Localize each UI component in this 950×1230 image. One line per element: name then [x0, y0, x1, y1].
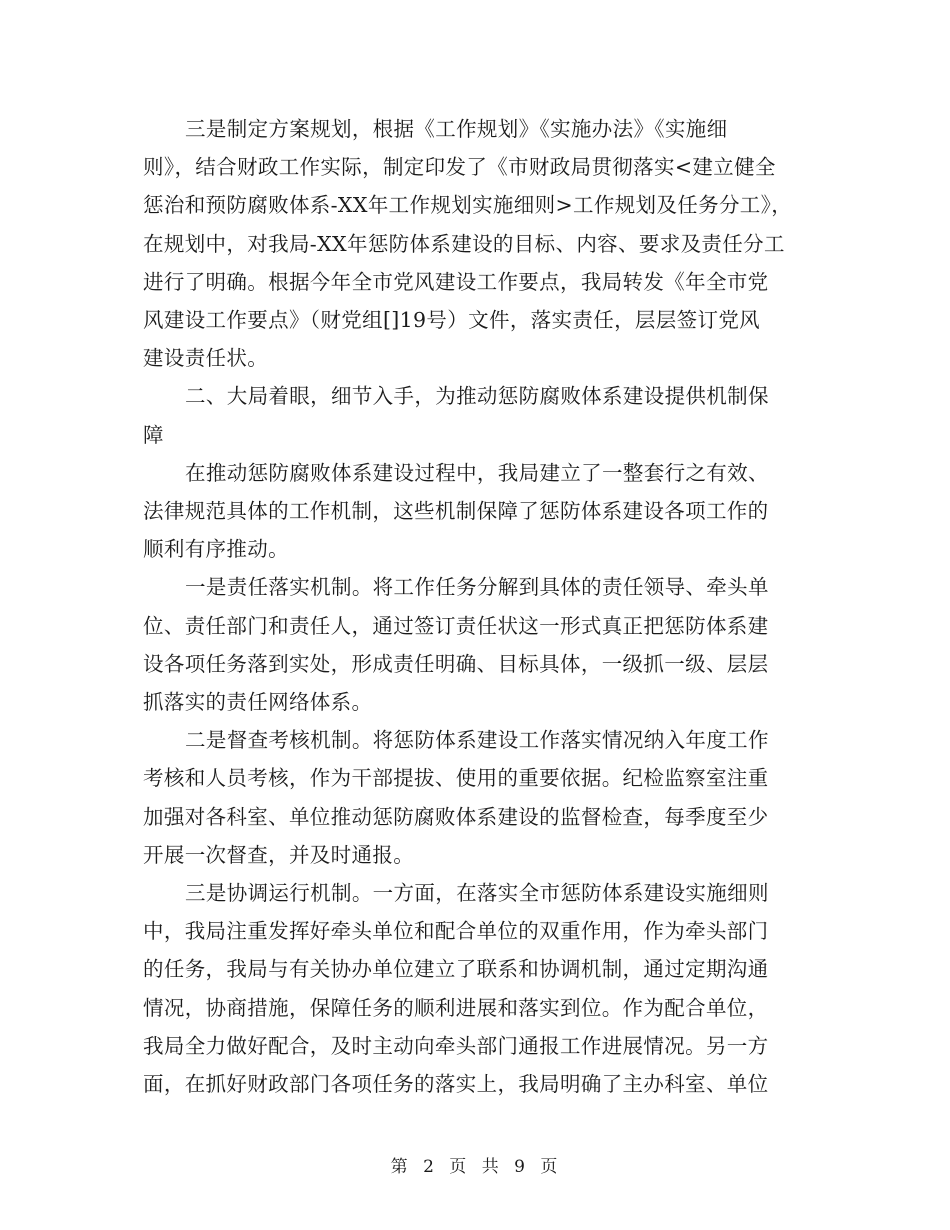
- paragraph-supervision: 二是督查考核机制。将惩防体系建设工作落实情况纳入年度工作 考核和人员考核，作为干部提拔、使用的重要依据。纪检监察室注重 加强对各科室、单位推动惩防腐败体系建设的监督检查，每季度至少 开展一次督查，并及时通报。: [143, 728, 769, 867]
- page-number-footer: 第 2 页 共 9 页: [390, 1157, 560, 1177]
- section-heading-mechanism: 二、大局着眼，细节入手，为推动惩防腐败体系建设提供机制保 障: [143, 384, 769, 447]
- paragraph-responsibility: 一是责任落实机制。将工作任务分解到具体的责任领导、牵头单 位、责任部门和责任人，通过签订责任状这一形式真正把惩防体系建 设各项任务落到实处，形成责任明确、目标具体，一级抓一级、层层 抓落实的责任网络体系。: [143, 575, 769, 715]
- paragraph-plan: 三是制定方案规划，根据《工作规划》《实施办法》《实施细 则》，结合财政工作实际，制定印发了《市财政局贯彻落实<建立健全 惩治和预防腐败体系-XX年工作规划实施细则>工作规划及任务分工》， 在规划中，对我局-XX年惩防体系建设的目标、内容、要求及责任分工 进行了明确。根据今年全市党风建设工作要点，我局转发《年全市党 风建设工作要点》（财党组[]19号）文件，落实责任，层层签订党风 建设责任状。: [143, 117, 793, 371]
- paragraph-intro-mechanism: 在推动惩防腐败体系建设过程中，我局建立了一整套行之有效、 法律规范具体的工作机制，这些机制保障了惩防体系建设各项工作的 顺利有序推动。: [143, 460, 769, 562]
- paragraph-coordination: 三是协调运行机制。一方面，在落实全市惩防体系建设实施细则 中，我局注重发挥好牵头单位和配合单位的双重作用，作为牵头部门 的任务，我局与有关协办单位建立了联系和协调机制，通过定期沟通 情况，协商措施，保障任务的顺利进展和落实到位。作为配合单位， 我局全力做好配合，及时主动向牵头部门通报工作进展情况。另一方 面，在抓好财政部门各项任务的落实上，我局明确了主办科室、单位: [143, 881, 769, 1097]
- document-body: [143, 110, 808, 1103]
